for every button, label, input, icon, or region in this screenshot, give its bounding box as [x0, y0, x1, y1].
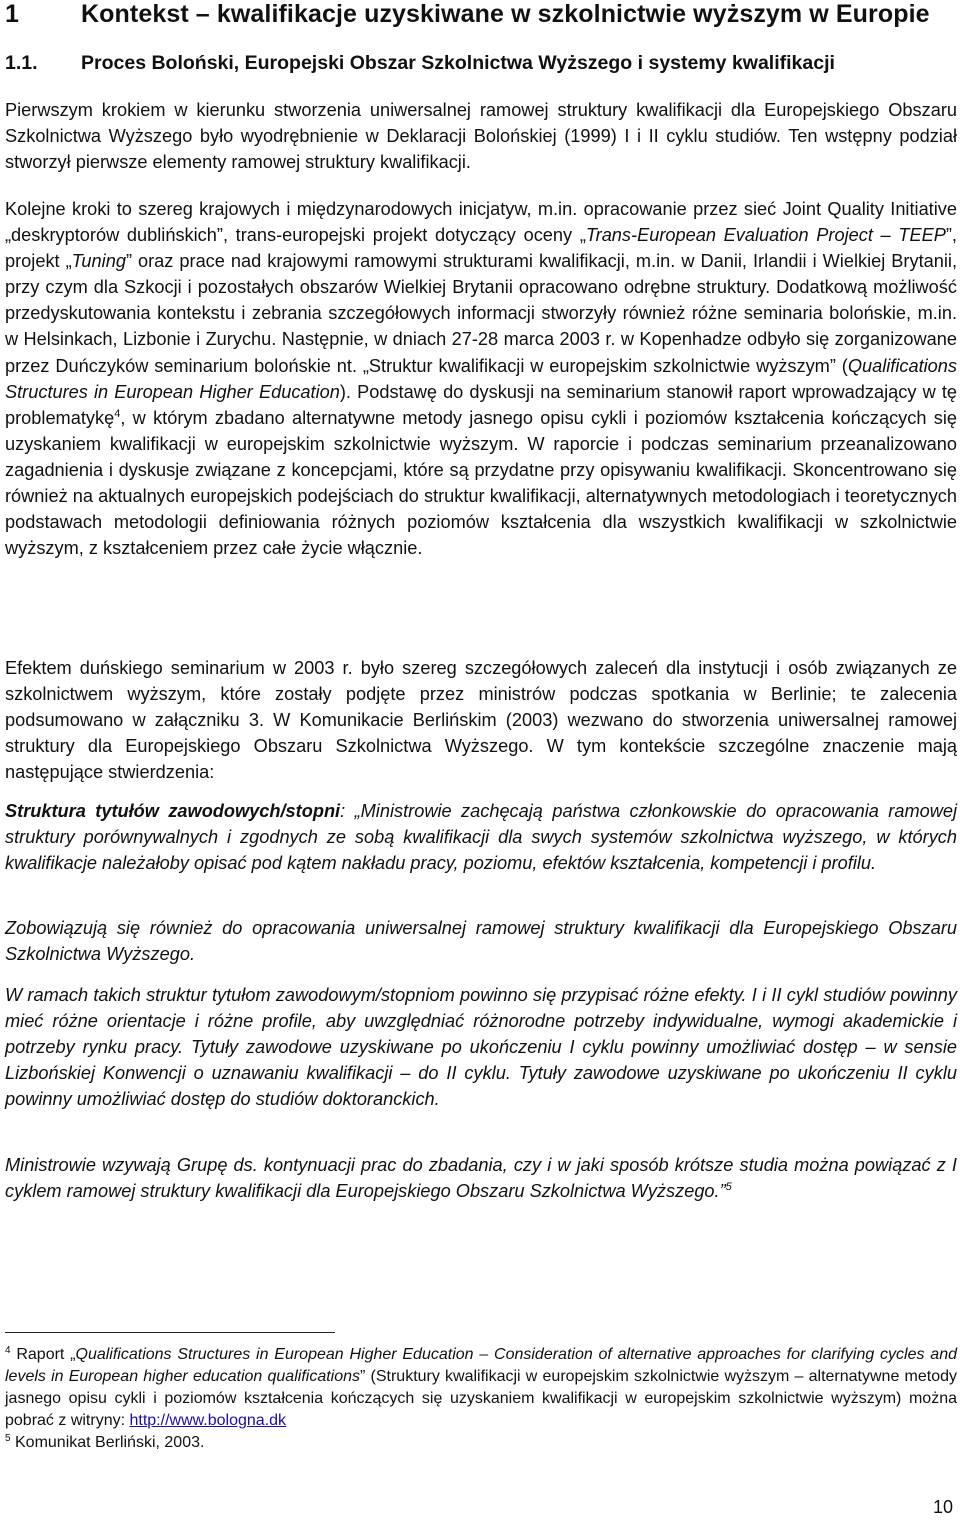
- section-number: 1.1.: [5, 52, 38, 74]
- footnote-ref-5: 5: [725, 1181, 732, 1194]
- paragraph-initiatives: Kolejne kroki to szereg krajowych i międzynarodowych inicjatyw, m.in. opracowanie przez sieć Joint Quality Initiative „deskryptorów dublińskich”, trans-europejski projekt dotyczący oceny „Trans-European Evaluation Project – TEEP”, projekt „Tuning” oraz prace nad krajowymi ramowymi strukturami kwalifikacji, m.in. w Danii, Irlandii i Wielkiej Brytanii, przy czym dla Szkocji i pozostałych obszarów Wielkiej Brytanii opracowano odrębne struktury. Dodatkową możliwość przedyskutowania kontekstu i zebrania szczegółowych informacji stworzyły również różne seminaria bolońskie, m.in. w Helsinkach, Lizbonie i Zurychu. Następnie, w dniach 27-28 marca 2003 r. w Kopenhadze odbyło się zorganizowane przez Duńczyków seminarium bolońskie nt. „Struktur kwalifikacji w europejskim szkolnictwie wyższym” (Qualifications Structures in European Higher Education). Podstawę do dyskusji na seminarium stanowił raport wprowadzający w tę problematykę$^4$, w którym zbadano alternatywne metody jasnego opisu cykli i poziomów kształcenia kończących się uzyskaniem kwalifikacji w europejskim szkolnictwie wyższym. W raporcie i podczas seminarium przeanalizowano zagadnienia i dyskusje związane z koncepcjami, które są przydatne przy opisywaniu kwalifikacji. Skoncentrowano się również na aktualnych europejskich podejściach do struktur kwalifikacji, alternatywnych metodologiach i teoretycznych podstawach metodologii definiowania różnych poziomów kształcenia dla wszystkich kwalifikacji w szkolnictwie wyższym, z kształceniem przez całe życie włącznie.: [5, 199, 957, 559]
- footnote-4: $^4$ Raport „Qualifications Structures in European Higher Education – Consideration of alternative approaches for clarifying cycles and levels in European higher education qualifications” (Struktury kwalifikacji w europejskim szkolnictwie wyższym – alternatywne metody jasnego opisu cykli i poziomów kształcenia kończących się uzyskaniem kwalifikacji w europejskim szkolnictwie wyższym) można pobrać z witryny: http://www.bologna.dk: [5, 1345, 958, 1429]
- paragraph-berlin: Efektem duńskiego seminarium w 2003 r. było szereg szczegółowych zaleceń dla instytucji i osób związanych ze szkolnictwem wyższym, które zostały podjęte przez ministrów podczas spotkania w Berlinie; te zalecenia podsumowano w załączniku 3. W Komunikacie Berlińskim (2003) wezwano do stworzenia uniwersalnej ramowej struktury dla Europejskiego Obszaru Szkolnictwa Wyższego. W tym kontekście szczególne znaczenie mają następujące stwierdzenia:: [5, 658, 957, 783]
- chapter-number: 1: [5, 0, 20, 28]
- footnote-ref-4: 4: [114, 407, 121, 420]
- chapter-title: Kontekst – kwalifikacje uzyskiwane w szkolnictwie wyższym w Europie: [81, 0, 930, 28]
- quote-structure: Struktura tytułów zawodowych/stopni: „Ministrowie zachęcają państwa członkowskie do opracowania ramowej struktury porównywalnych i zgodnych ze sobą kwalifikacji dla swych systemów szkolnictwa wyższego, w których kwalifikacje należałoby opisać pod kątem nakładu pracy, poziomu, efektów kształcenia, kompetencji i profilu.: [5, 801, 957, 874]
- paragraph-intro: Pierwszym krokiem w kierunku stworzenia uniwersalnej ramowej struktury kwalifikacji dla Europejskiego Obszaru Szkolnictwa Wyższego było wyodrębnienie w Deklaracji Bolońskiej (1999) I i II cyklu studiów. Ten wstępny podział stworzył pierwsze elementy ramowej struktury kwalifikacji.: [5, 100, 957, 173]
- section-heading: [5, 51, 835, 75]
- quote-lead: Struktura tytułów zawodowych/stopni: [5, 801, 341, 821]
- quote-ministers: Ministrowie wzywają Grupę ds. kontynuacji prac do zbadania, czy i w jaki sposób krótsze studia można powiązać z I cyklem ramowej struktury kwalifikacji dla Europejskiego Obszaru Szkolnictwa Wyższego.”$^5$: [5, 1155, 957, 1202]
- section-title: Proces Boloński, Europejski Obszar Szkolnictwa Wyższego i systemy kwalifikacji: [81, 52, 835, 74]
- quote-commitment: Zobowiązują się również do opracowania uniwersalnej ramowej struktury kwalifikacji dla Europejskiego Obszaru Szkolnictwa Wyższego.: [5, 918, 957, 965]
- quote-cycles: W ramach takich struktur tytułom zawodowym/stopniom powinno się przypisać różne efekty. I i II cykl studiów powinny mieć różne orientacje i różne profile, aby uwzględniać różnorodne potrzeby indywidualne, wymogi akademickie i potrzeby rynku pracy. Tytuły zawodowe uzyskiwane po ukończeniu I cyklu powinny umożliwiać dostęp – w sensie Lizbońskiej Konwencji o uznawaniu kwalifikacji – do II cyklu. Tytuły zawodowe uzyskiwane po ukończeniu II cyklu powinny umożliwiać dostęp do studiów doktoranckich.: [5, 985, 957, 1110]
- footnote-5: $^5$ Komunikat Berliński, 2003.: [5, 1433, 205, 1451]
- footnote-separator: [5, 1332, 335, 1333]
- chapter-heading: [5, 0, 930, 28]
- bologna-link[interactable]: http://www.bologna.dk: [129, 1412, 287, 1429]
- page-number: 10: [932, 1497, 953, 1517]
